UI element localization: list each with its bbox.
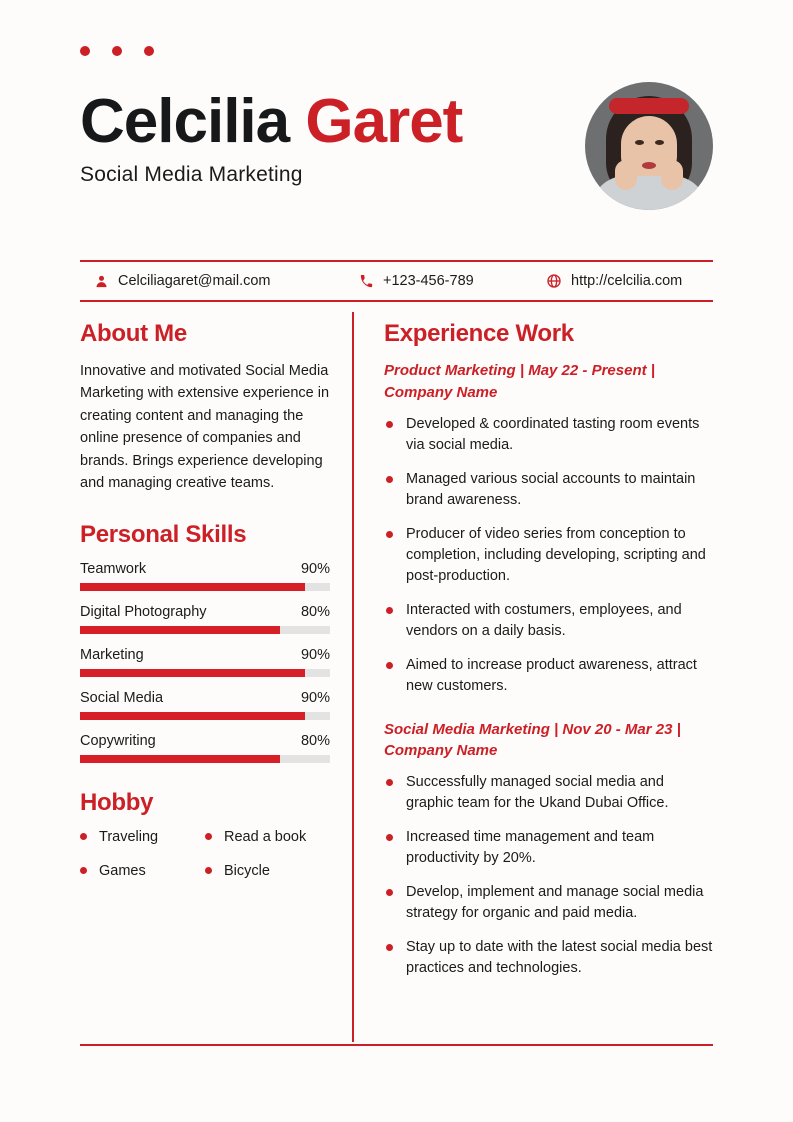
- avatar-eye-right: [655, 140, 664, 145]
- hobby-heading: Hobby: [80, 788, 154, 816]
- avatar-body: [591, 176, 707, 210]
- skill-bar-fill: [80, 755, 280, 763]
- hobby-label: Bicycle: [224, 862, 270, 879]
- skill-label: Marketing: [80, 646, 144, 663]
- skill-row: [80, 690, 330, 720]
- list-item: Managed various social accounts to maintain brand awareness.: [384, 469, 713, 511]
- list-item: [80, 829, 205, 845]
- list-item: Aimed to increase product awareness, attract new customers.: [384, 655, 713, 697]
- skill-bar-fill: [80, 583, 305, 591]
- avatar-hand-left: [615, 160, 637, 190]
- dot-1: [80, 46, 90, 56]
- experience-job-heading: Product Marketing | May 22 - Present | Company Name: [384, 362, 655, 401]
- right-column: [384, 320, 713, 992]
- hobby-grid: [80, 829, 330, 879]
- header: [80, 82, 713, 210]
- list-item: Stay up to date with the latest social media best practices and technologies.: [384, 937, 713, 979]
- left-column: [80, 320, 330, 879]
- skill-percent: 80%: [300, 603, 330, 620]
- list-item: [80, 863, 205, 879]
- skill-label: Teamwork: [80, 560, 147, 577]
- bullet-dot-icon: [80, 867, 87, 874]
- contact-phone-text: +123-456-789: [383, 273, 474, 289]
- list-item: Developed & coordinated tasting room events via social media.: [384, 414, 713, 456]
- list-item: Increased time management and team productivity by 20%.: [384, 827, 713, 869]
- skill-row: [80, 647, 330, 677]
- hobby-label: Read a book: [224, 828, 307, 845]
- skills-heading: Personal Skills: [80, 520, 247, 548]
- about-text: Innovative and motivated Social Media Marketing with extensive experience in creating content and managing the online presence of companies and brands. Brings experience developing and managing creative teams.: [80, 363, 330, 492]
- skills-section: [80, 521, 330, 763]
- job-role: Social Media Marketing: [80, 163, 303, 187]
- skill-bar-fill: [80, 626, 280, 634]
- skill-row: [80, 733, 330, 763]
- skill-label: Digital Photography: [80, 603, 207, 620]
- skill-row: [80, 604, 330, 634]
- skill-percent: 90%: [300, 689, 330, 706]
- person-icon: [94, 274, 109, 289]
- avatar-headband: [609, 98, 689, 114]
- skill-bar: [80, 626, 330, 634]
- page-title: [80, 87, 463, 156]
- list-item: Develop, implement and manage social media strategy for organic and paid media.: [384, 882, 713, 924]
- decorative-dots: [80, 46, 154, 56]
- list-item: Interacted with costumers, employees, and vendors on a daily basis.: [384, 600, 713, 642]
- hobby-section: [80, 789, 330, 879]
- column-divider: [352, 312, 354, 1042]
- bullet-dot-icon: [205, 833, 212, 840]
- avatar: [585, 82, 713, 210]
- skill-percent: 80%: [300, 732, 330, 749]
- skill-bar: [80, 755, 330, 763]
- contact-email[interactable]: [80, 273, 355, 289]
- experience-item: [384, 719, 713, 980]
- last-name: Garet: [305, 87, 463, 156]
- skill-percent: 90%: [300, 646, 330, 663]
- experience-item: [384, 360, 713, 697]
- contact-website-text: http://celcilia.com: [571, 273, 683, 289]
- footer-rule: [80, 1044, 713, 1046]
- skill-bar: [80, 712, 330, 720]
- phone-icon: [359, 274, 374, 289]
- contact-email-text: Celciliagaret@mail.com: [118, 273, 271, 289]
- experience-bullets: [384, 414, 713, 697]
- hobby-label: Games: [99, 862, 146, 879]
- experience-heading: Experience Work: [384, 320, 574, 347]
- skill-label: Social Media: [80, 689, 164, 706]
- list-item: Producer of video series from conception to completion, including developing, scripting and post-production.: [384, 524, 713, 587]
- skill-bar: [80, 583, 330, 591]
- bullet-dot-icon: [205, 867, 212, 874]
- hobby-label: Traveling: [99, 828, 159, 845]
- dot-2: [112, 46, 122, 56]
- experience-job-heading: Social Media Marketing | Nov 20 - Mar 23 | Company Name: [384, 720, 681, 760]
- about-heading: About Me: [80, 320, 187, 347]
- dot-3: [144, 46, 154, 56]
- list-item: [205, 863, 330, 879]
- first-name: Celcilia: [80, 87, 290, 156]
- skill-bar: [80, 669, 330, 677]
- bullet-dot-icon: [80, 833, 87, 840]
- avatar-hand-right: [661, 160, 683, 190]
- contact-phone[interactable]: [355, 273, 530, 289]
- skill-bar-fill: [80, 712, 305, 720]
- skill-row: [80, 561, 330, 591]
- list-item: Successfully managed social media and graphic team for the Ukand Dubai Office.: [384, 772, 713, 814]
- avatar-lips: [642, 162, 656, 169]
- skill-percent: 90%: [300, 560, 330, 577]
- globe-icon: [546, 273, 562, 289]
- contact-rule-bottom: [80, 300, 713, 302]
- contact-website[interactable]: [530, 273, 713, 289]
- avatar-eye-left: [635, 140, 644, 145]
- name-block: [80, 82, 462, 187]
- skill-bar-fill: [80, 669, 305, 677]
- skill-label: Copywriting: [80, 732, 156, 749]
- experience-bullets: [384, 772, 713, 979]
- contact-bar: [80, 262, 713, 300]
- list-item: [205, 829, 330, 845]
